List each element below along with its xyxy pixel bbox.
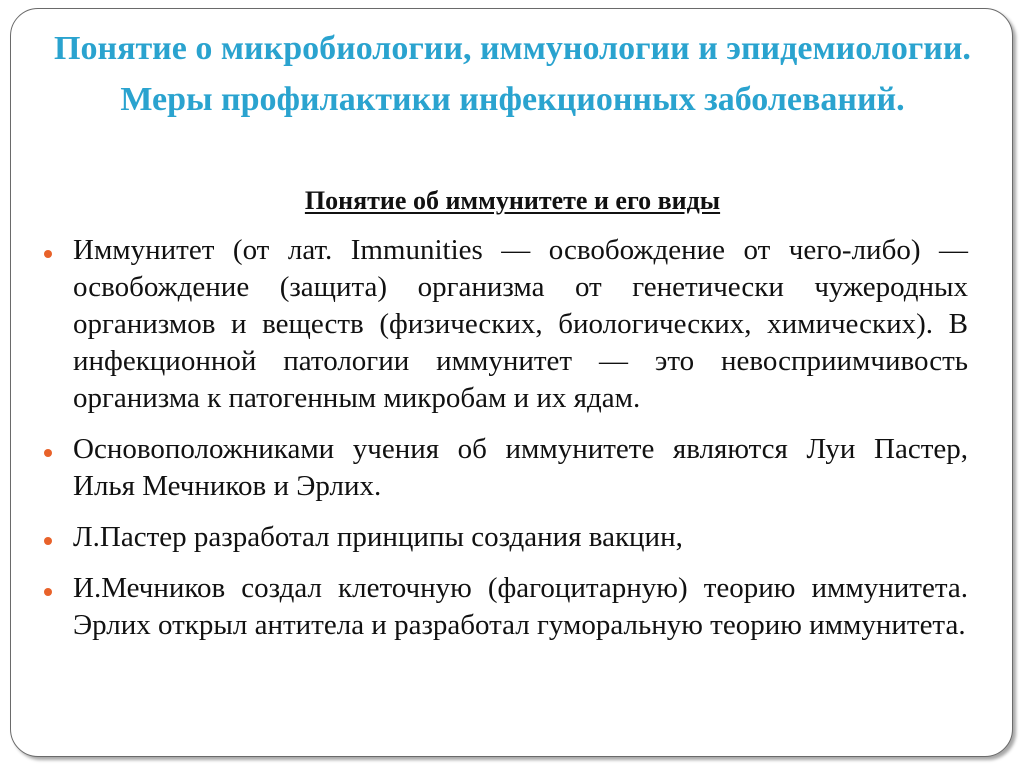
list-item <box>38 431 968 505</box>
section-subtitle <box>51 185 974 217</box>
bullet-dot-icon <box>44 588 52 596</box>
bullet-dot-icon <box>44 250 52 258</box>
bullet-list <box>38 232 968 658</box>
slide-title: Понятие о микробиологии, иммунологии и эпидемиологии. Меры профилактики инфекционных заболеваний. <box>54 30 971 118</box>
list-item-text: Основоположниками учения об иммунитете являются Луи Пастер, Илья Мечников и Эрлих. <box>73 433 968 502</box>
bullet-dot-icon <box>44 537 52 545</box>
list-item-text: Иммунитет (от лат. Immunities — освобождение от чего-либо) — освобождение (защита) организма от генетически чужеродных организмов и веществ (физических, биологических, химических). В инфекционной патологии иммунитет — это невосприимчивость организма к патогенным микробам и их ядам. <box>73 234 968 414</box>
bullet-dot-icon <box>44 449 52 457</box>
list-item-text: Л.Пастер разработал принципы создания вакцин, <box>73 521 683 553</box>
list-item-text: И.Мечников создал клеточную (фагоцитарную) теорию иммунитета. Эрлих открыл антитела и разработал гуморальную теорию иммунитета. <box>73 572 968 641</box>
list-item <box>38 519 968 556</box>
list-item <box>38 570 968 644</box>
section-subtitle-text: Понятие об иммунитете и его виды <box>304 186 721 215</box>
slide-frame <box>10 8 1013 757</box>
list-item <box>38 232 968 417</box>
